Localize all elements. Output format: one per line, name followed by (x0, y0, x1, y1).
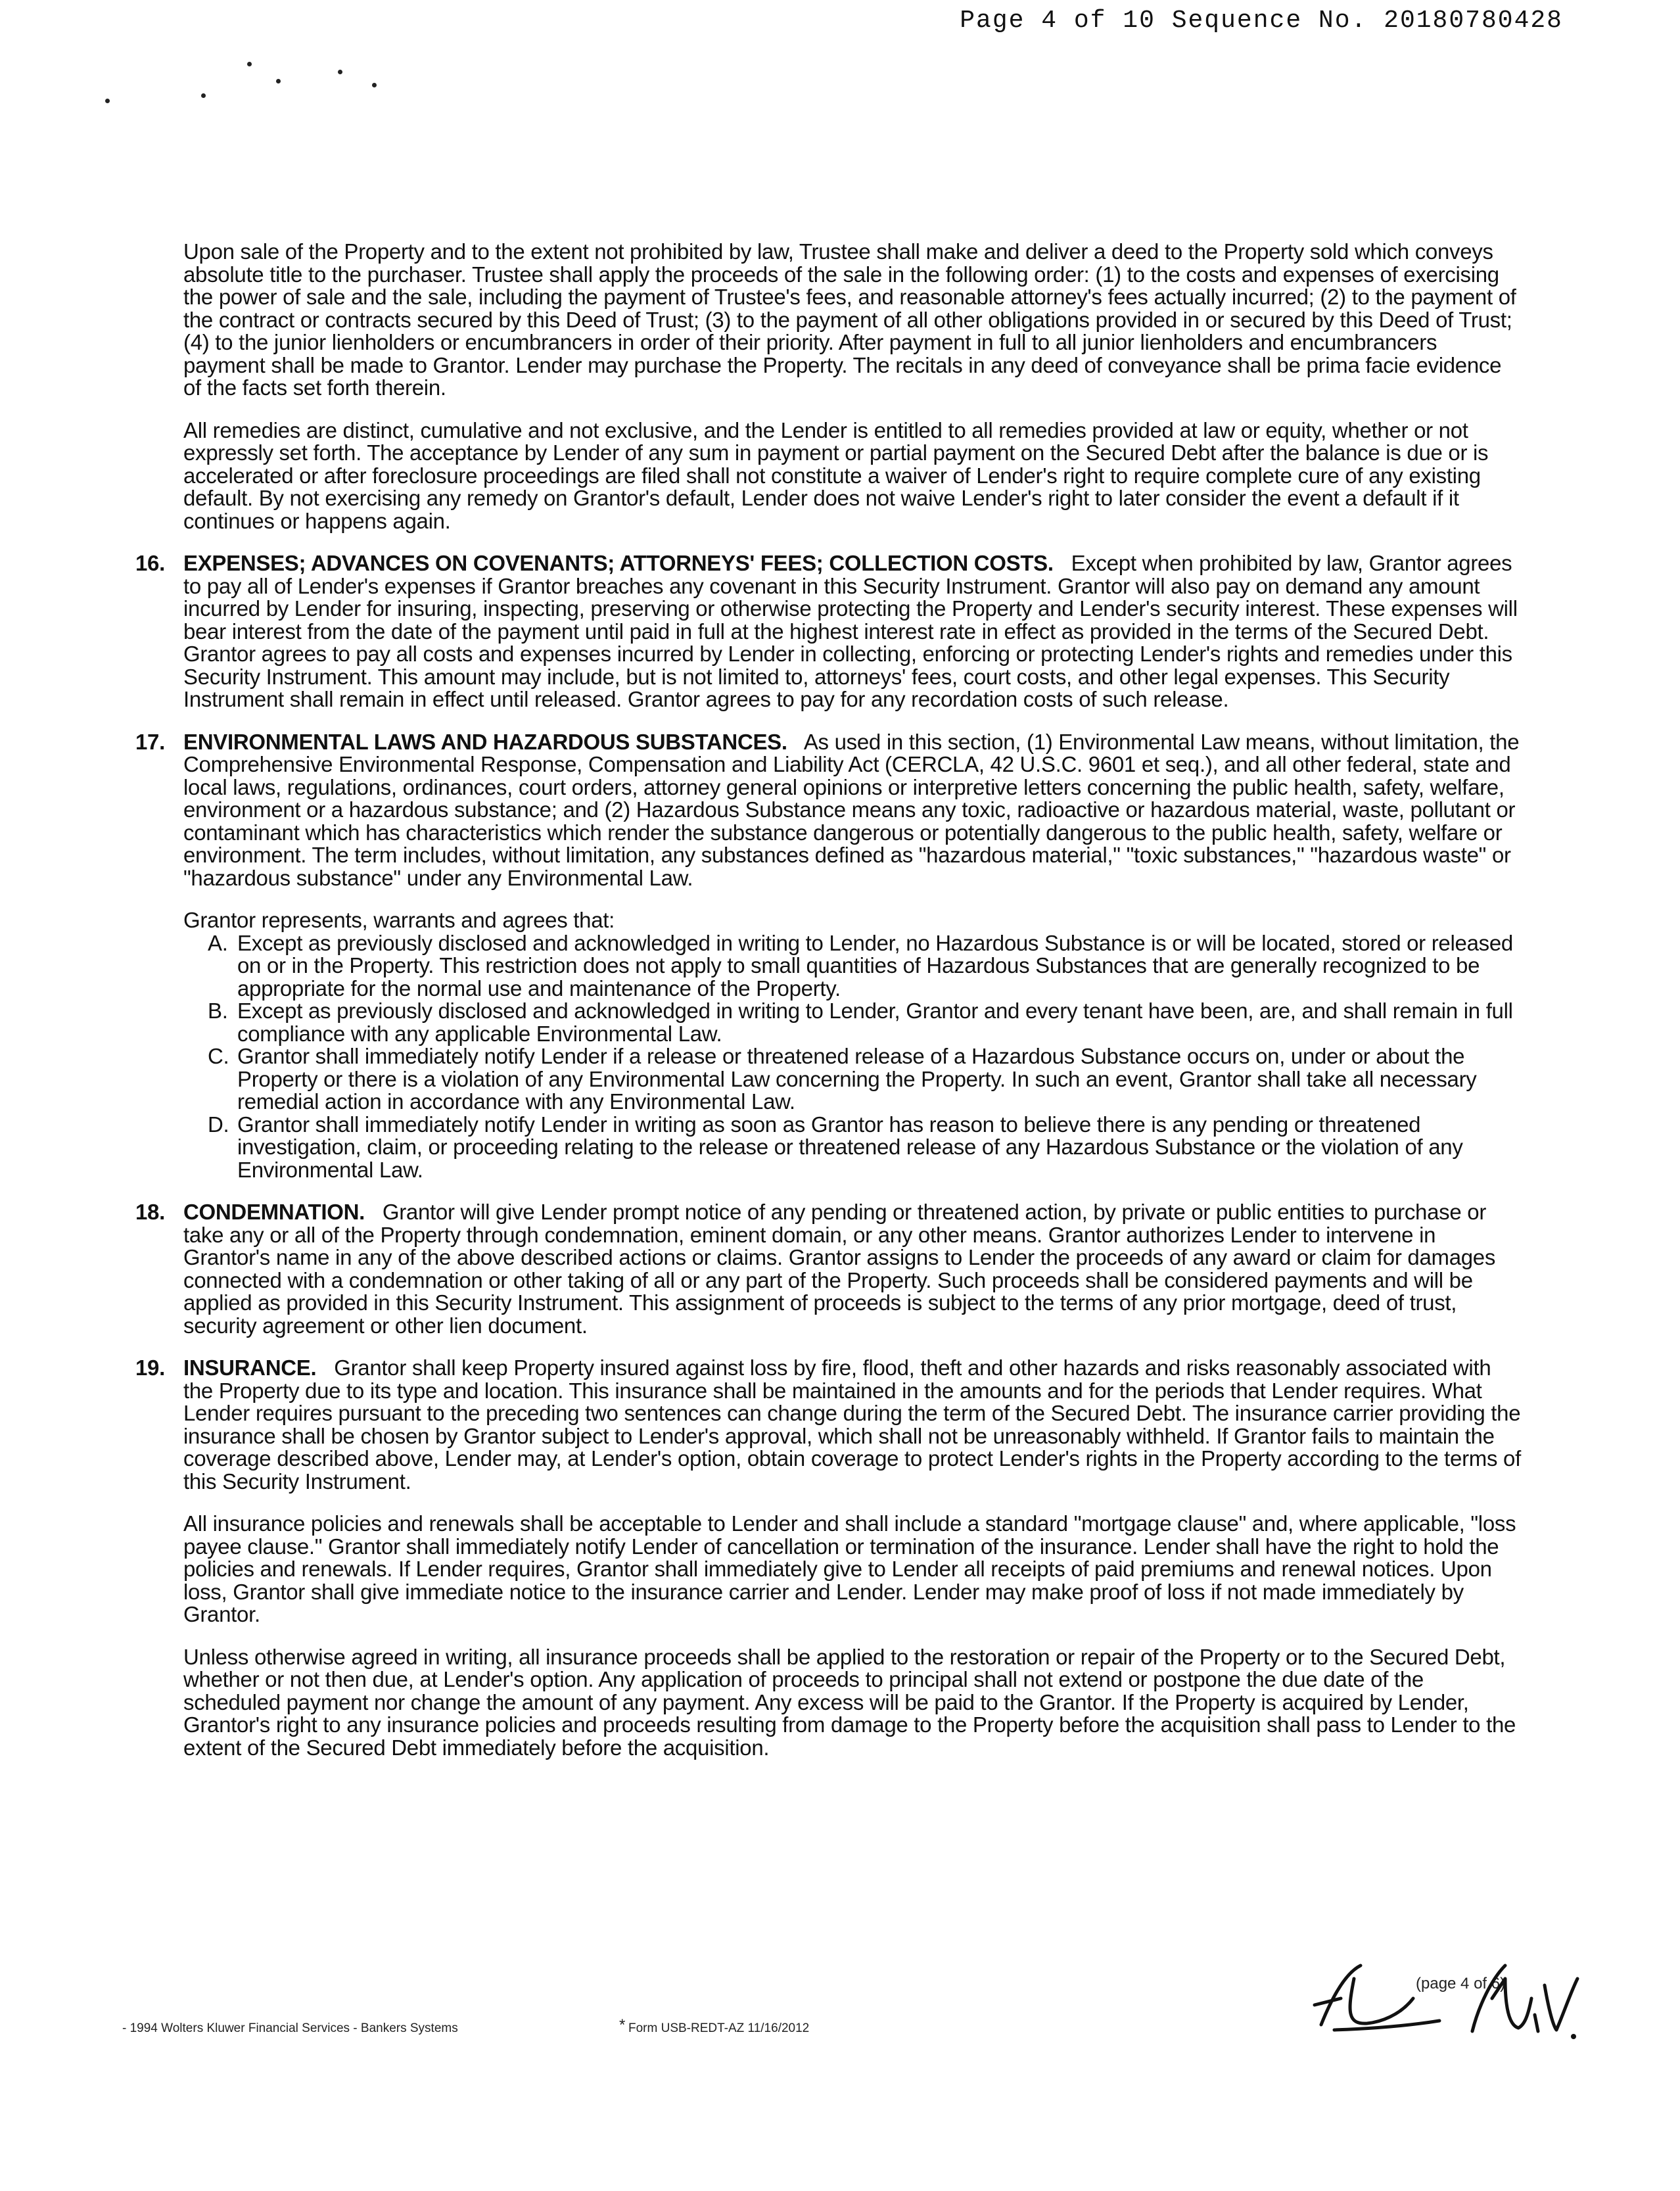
section-title: CONDEMNATION. (183, 1200, 365, 1224)
section-text: As used in this section, (1) Environmental Law means, without limitation, the Comprehensive Environmental Response, Compensation and Liability Act (CERCLA, 42 U.S.C. 9601 et seq.), and all other federal, state and local laws, regulations, ordinances, court orders, attorney general opinions or interpretive letters concerning the public health, safety, welfare, environment or a hazardous substance; and (2) Hazardous Substance means any toxic, radioactive or hazardous material, waste, pollutant or contaminant which has characteristics which render the substance dangerous or potentially dangerous to the public health, safety, welfare or environment. The term includes, without limitation, any substances defined as "hazardous material," "toxic substances," "hazardous waste" or "hazardous substance" under any Environmental Law. (183, 729, 1520, 890)
sale-proceeds-paragraph: Upon sale of the Property and to the extent not prohibited by law, Trustee shall make and deliver a deed to the Property sold which conveys absolute title to the purchaser. Trustee shall apply the proceeds of the sale in the following order: (1) to the costs and expenses of exercising the power of sale and the sale, including the payment of Trustee's fees, and reasonable attorney's fees actually incurred; (2) to the payment of the contract or contracts secured by this Deed of Trust; (3) to the payment of all other obligations provided in or secured by this Deed of Trust; (4) to the junior lienholders or encumbrancers in order of their priority. After payment in full to all junior lienholders and encumbrancers payment shall be made to Grantor. Lender may purchase the Property. The recitals in any deed of conveyance shall be prima facie evidence of the facts set forth therein. (183, 239, 1516, 400)
section-text: Grantor will give Lender prompt notice of any pending or threatened action, by private or public entities to purchase or take any or all of the Property through condemnation, eminent domain, or any other means. Grantor authorizes Lender to intervene in Grantor's name in any of the above described actions or claims. Grantor assigns to Lender the proceeds of any award or claim for damages connected with a condemnation or other taking of all or any part of the Property. Such proceeds shall be considered payments and will be applied as provided in this Security Instrument. This assignment of proceeds is subject to the terms of any prior mortgage, deed of trust, security agreement or other lien document. (183, 1200, 1496, 1338)
section-16 (135, 552, 1524, 711)
form-id-text: Form USB-REDT-AZ 11/16/2012 (628, 2021, 810, 2035)
copyright-text: - 1994 Wolters Kluwer Financial Services - Bankers Systems (122, 2021, 458, 2035)
section-number: 18. (135, 1200, 165, 1224)
list-item: C. Grantor shall immediately notify Lender if a release or threatened release of a Hazardous Substance occurs on, under or about the Property or there is a violation of any Environmental Law concerning the Property. In such an event, Grantor shall take all necessary remedial action in accordance with any Environmental Law. (208, 1044, 1477, 1114)
section-text: Grantor shall keep Property insured against loss by fire, flood, theft and other hazards and risks reasonably associated with the Property due to its type and location. This insurance shall be maintained in the amounts and for the periods that Lender requires. What Lender requires pursuant to the preceding two sentences can change during the term of the Secured Debt. The insurance carrier providing the insurance shall be chosen by Grantor subject to Lender's approval, which shall not be unreasonably withheld. If Grantor fails to maintain the coverage described above, Lender may, at Lender's option, obtain coverage to protect Lender's rights in the Property according to the terms of this Security Instrument. (183, 1355, 1521, 1494)
section-17 (135, 731, 1524, 932)
list-item: B. Except as previously disclosed and acknowledged in writing to Lender, Grantor and every tenant have been, are, and shall remain in full compliance with any applicable Environmental Law. (208, 999, 1513, 1046)
section-number: 16. (135, 551, 165, 575)
document-body (135, 241, 1524, 1759)
remedies-paragraph: All remedies are distinct, cumulative and not exclusive, and the Lender is entitled to all remedies provided at law or equity, whether or not expressly set forth. The acceptance by Lender of any sum in payment or partial payment on the Secured Debt after the balance is due or is accelerated or after foreclosure proceedings are filed shall not constitute a waiver of Lender's right to require complete cure of any existing default. By not exercising any remedy on Grantor's default, Lender does not waive Lender's right to later consider the event a default if it continues or happens again. (183, 417, 1489, 533)
section-title: EXPENSES; ADVANCES ON COVENANTS; ATTORNEYS' FEES; COLLECTION COSTS. (183, 551, 1054, 575)
grantor-represents-lead: Grantor represents, warrants and agrees that: (183, 908, 615, 932)
page-sequence-header: Page 4 of 10 Sequence No. 20180780428 (960, 7, 1563, 35)
list-item: A. Except as previously disclosed and acknowledged in writing to Lender, no Hazardous Substance is or will be located, stored or released on or in the Property. This restriction does not apply to small quantities of Hazardous Substances that are generally recognized to be appropriate for the normal use and maintenance of the Property. (208, 930, 1513, 1001)
section-number: 19. (135, 1355, 165, 1380)
section-18 (135, 1201, 1524, 1337)
footer-star: * (619, 2016, 626, 2034)
insurance-policies-paragraph: All insurance policies and renewals shall be acceptable to Lender and shall include a standard "mortgage clause" and, where applicable, "loss payee clause." Grantor shall immediately notify Lender of cancellation or termination of the insurance. Lender shall have the right to hold the policies and renewals. If Lender requires, Grantor shall immediately give to Lender all receipts of paid premiums and renewal notices. Upon loss, Grantor shall give immediate notice to the insurance carrier and Lender. Lender may make proof of loss if not made immediately by Grantor. (183, 1511, 1516, 1626)
section-19 (135, 1357, 1524, 1759)
scan-specks (85, 53, 401, 105)
section-number: 17. (135, 729, 165, 754)
insurance-proceeds-paragraph: Unless otherwise agreed in writing, all insurance proceeds shall be applied to the restoration or repair of the Property or to the Secured Debt, whether or not then due, at Lender's option. Any application of proceeds to principal shall not extend or postpone the due date of the scheduled payment nor change the amount of any payment. Any excess will be paid to the Grantor. If the Property is acquired by Lender, Grantor's right to any insurance policies and proceeds resulting from damage to the Property before the acquisition shall pass to Lender to the extent of the Secured Debt immediately before the acquisition. (183, 1644, 1516, 1760)
section-text: Except when prohibited by law, Grantor agrees to pay all of Lender's expenses if Grantor breaches any covenant in this Security Instrument. Grantor will also pay on demand any amount incurred by Lender for insuring, inspecting, preserving or otherwise protecting the Property and Lender's security interest. These expenses will bear interest from the date of the payment until paid in full at the highest interest rate in effect as provided in the terms of the Secured Debt. Grantor agrees to pay all costs and expenses incurred by Lender in collecting, enforcing or protecting Lender's rights and remedies under this Security Instrument. This amount may include, but is not limited to, attorneys' fees, court costs, and other legal expenses. This Security Instrument shall remain in effect until released. Grantor agrees to pay for any recordation costs of such release. (183, 551, 1518, 711)
initials-signature (1308, 1952, 1584, 2051)
page-of-label: (page 4 of 6) (1416, 1975, 1506, 1992)
environmental-list (208, 932, 1524, 1182)
list-item: D. Grantor shall immediately notify Lender in writing as soon as Grantor has reason to believe there is any pending or threatened investigation, claim, or proceeding relating to the release or threatened release of any Hazardous Substance or the violation of any Environmental Law. (208, 1112, 1463, 1182)
section-title: ENVIRONMENTAL LAWS AND HAZARDOUS SUBSTANCES. (183, 729, 787, 754)
footer (122, 2016, 810, 2036)
section-title: INSURANCE. (183, 1355, 317, 1380)
